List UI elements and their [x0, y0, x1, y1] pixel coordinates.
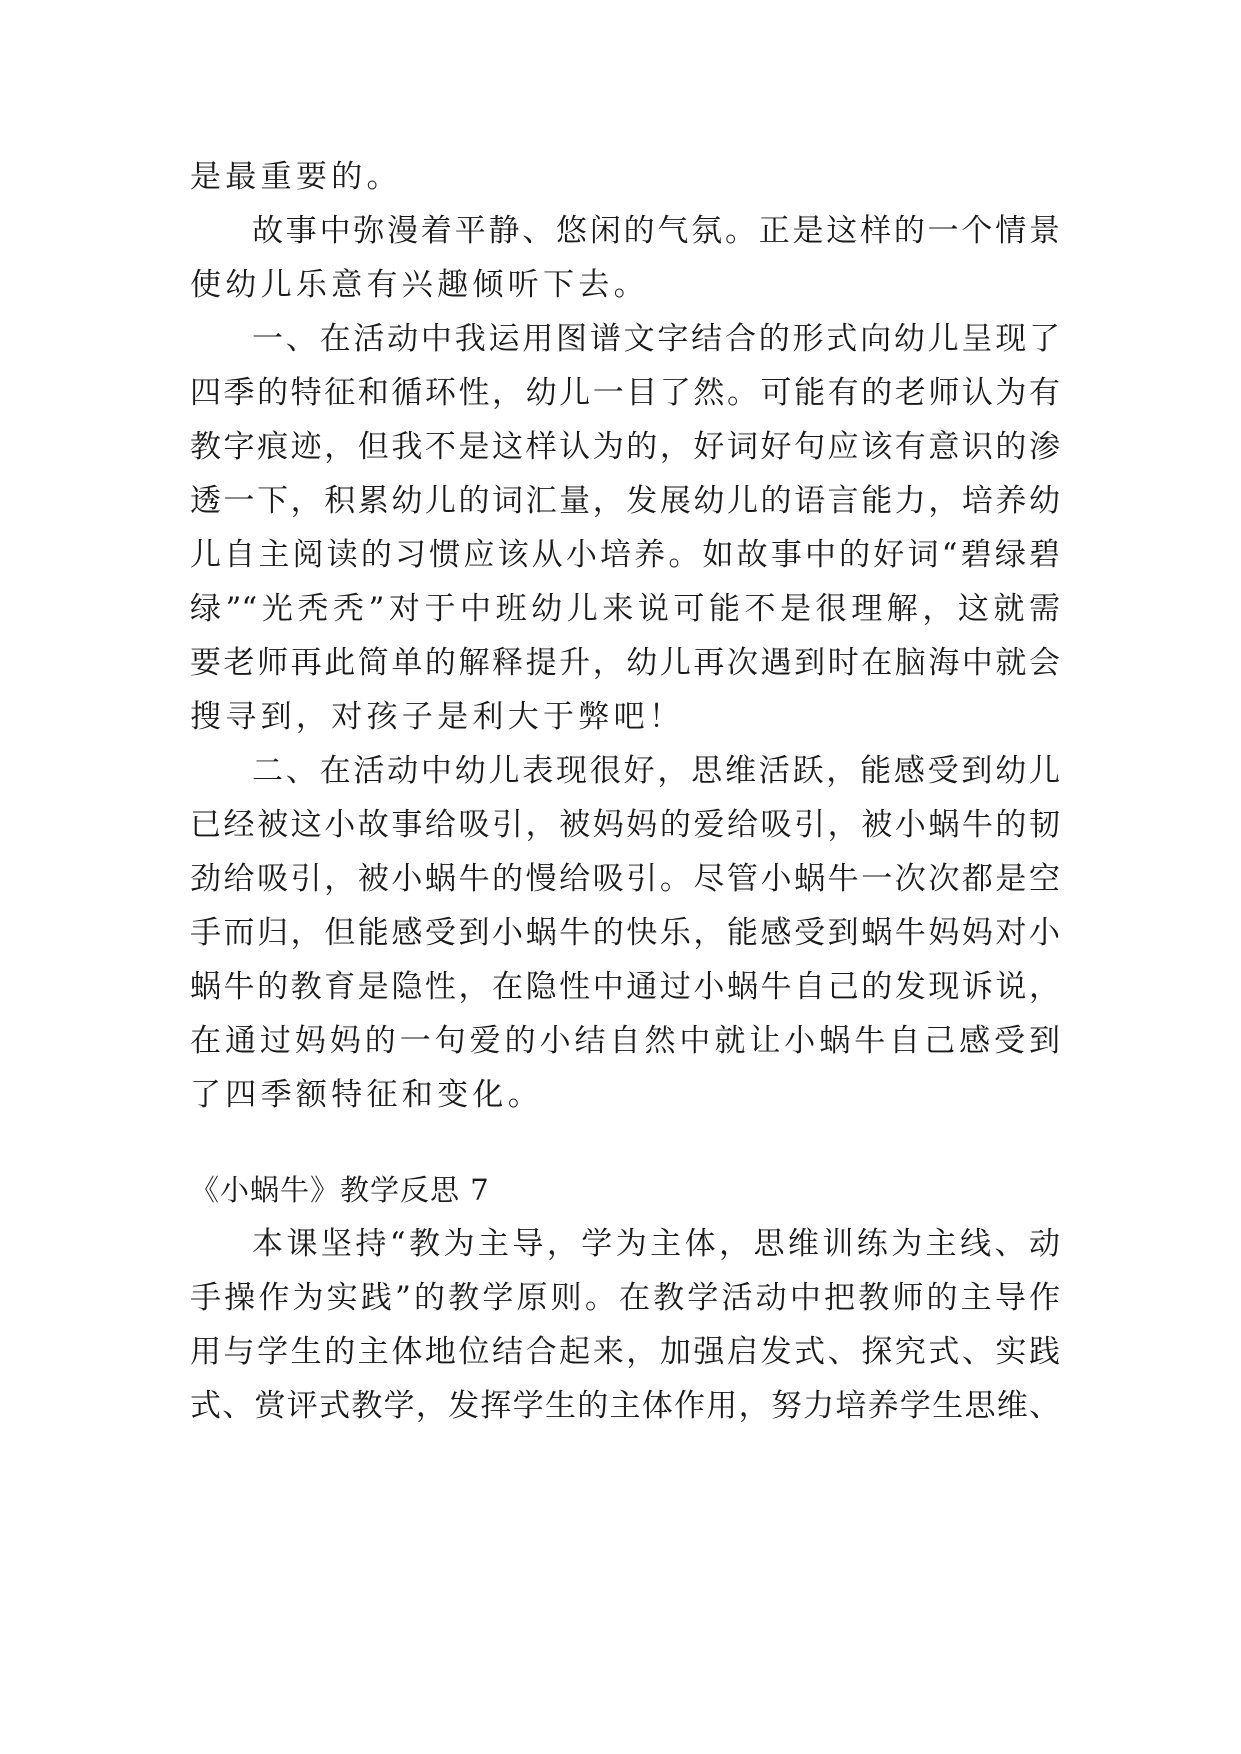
text-line: 一、在活动中我运用图谱文字结合的形式向幼儿呈现了 — [252, 321, 1060, 357]
text-line: 手而归，但能感受到小蜗牛的快乐，能感受到蜗牛妈妈对小 — [190, 915, 1060, 951]
text-line: 用与学生的主体地位结合起来，加强启发式、探究式、实践 — [190, 1334, 1060, 1370]
text-line: 教字痕迹，但我不是这样认为的，好词好句应该有意识的渗 — [190, 429, 1060, 465]
text-line: 劲给吸引，被小蜗牛的慢给吸引。尽管小蜗牛一次次都是空 — [190, 861, 1060, 897]
text-line: 儿自主阅读的习惯应该从小培养。如故事中的好词“碧绿碧 — [190, 537, 1060, 573]
text-line: 了四季额特征和变化。 — [190, 1077, 543, 1113]
text-line: 式、赏评式教学，发挥学生的主体作用，努力培养学生思维、 — [190, 1388, 1060, 1424]
text-line: 是最重要的。 — [190, 159, 402, 195]
section-heading: 《小蜗牛》教学反思 7 — [190, 1173, 490, 1207]
text-line: 蜗牛的教育是隐性，在隐性中通过小蜗牛自己的发现诉说， — [190, 969, 1060, 1005]
text-line: 本课坚持“教为主导，学为主体，思维训练为主线、动 — [252, 1226, 1060, 1262]
text-line: 已经被这小故事给吸引，被妈妈的爱给吸引，被小蜗牛的韧 — [190, 807, 1060, 843]
text-line: 故事中弥漫着平静、悠闲的气氛。正是这样的一个情景 — [252, 213, 1060, 249]
text-line: 搜寻到，对孩子是利大于弊吧！ — [190, 699, 685, 735]
text-line: 二、在活动中幼儿表现很好，思维活跃，能感受到幼儿 — [252, 753, 1060, 789]
text-line: 在通过妈妈的一句爱的小结自然中就让小蜗牛自己感受到 — [190, 1023, 1060, 1059]
text-line: 要老师再此简单的解释提升，幼儿再次遇到时在脑海中就会 — [190, 645, 1060, 681]
text-line: 四季的特征和循环性，幼儿一目了然。可能有的老师认为有 — [190, 375, 1060, 411]
text-line: 手操作为实践”的教学原则。在教学活动中把教师的主导作 — [190, 1280, 1060, 1316]
text-line: 绿”“光秃秃”对于中班幼儿来说可能不是很理解，这就需 — [190, 591, 1060, 627]
paragraph-gap — [190, 1132, 1060, 1173]
document-page — [190, 160, 1060, 1443]
text-line: 透一下，积累幼儿的词汇量，发展幼儿的语言能力，培养幼 — [190, 483, 1060, 519]
text-line: 使幼儿乐意有兴趣倾听下去。 — [190, 267, 649, 303]
